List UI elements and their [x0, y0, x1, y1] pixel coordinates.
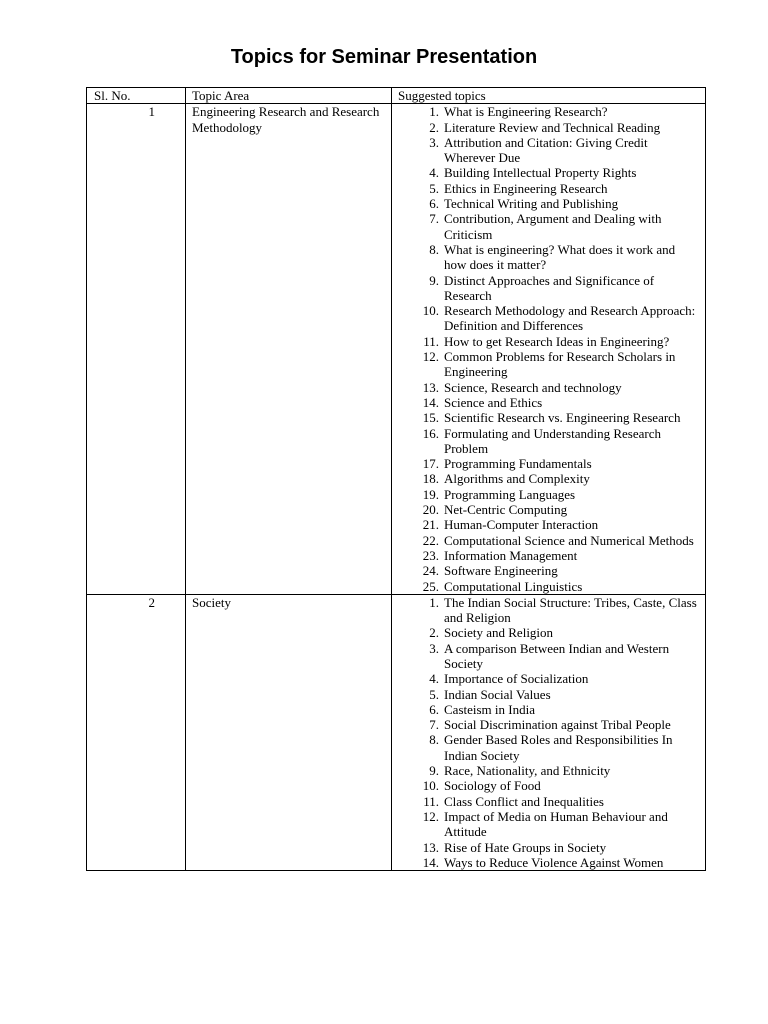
list-item-number: 20.: [422, 502, 439, 518]
list-item-number: 21.: [422, 517, 439, 533]
list-item-number: 8.: [429, 732, 439, 748]
suggested-topics-cell: [392, 104, 706, 595]
list-item: [392, 410, 699, 425]
table-row: [87, 594, 706, 870]
list-item: [392, 625, 699, 640]
list-item: [392, 181, 699, 196]
header-topic-area: Topic Area: [186, 88, 392, 104]
list-item: [392, 120, 699, 135]
list-item-text: Human-Computer Interaction: [444, 517, 599, 533]
list-item-text: Race, Nationality, and Ethnicity: [444, 763, 611, 779]
list-item: [392, 517, 699, 532]
list-item-text: Literature Review and Technical Reading: [444, 119, 661, 135]
list-item-number: 5.: [429, 686, 439, 702]
list-item: [392, 456, 699, 471]
list-item-number: 14.: [422, 854, 439, 870]
list-item-number: 2.: [429, 625, 439, 641]
list-item-number: 7.: [429, 211, 439, 227]
list-item-text: Building Intellectual Property Rights: [444, 165, 637, 181]
list-item-number: 6.: [429, 196, 439, 212]
topic-list: [392, 104, 699, 594]
table-row: [87, 104, 706, 595]
list-item-number: 3.: [429, 640, 439, 656]
list-item-number: 17.: [422, 456, 439, 472]
topic-area-cell: Engineering Research and Research Methodology: [186, 104, 392, 595]
list-item: [392, 211, 699, 242]
page-title: Topics for Seminar Presentation: [230, 46, 538, 68]
list-item: [392, 687, 699, 702]
header-suggested-topics: Suggested topics: [392, 88, 706, 104]
list-item-text: Society and Religion: [444, 625, 554, 641]
list-item-number: 3.: [429, 134, 439, 150]
list-item-text: Social Discrimination against Tribal People: [444, 717, 671, 733]
list-item-text: Common Problems for Research Scholars in Engineering: [444, 349, 676, 380]
list-item: [392, 548, 699, 563]
list-item: [392, 502, 699, 517]
list-item: [392, 426, 699, 457]
list-item: [392, 702, 699, 717]
list-item-text: Scientific Research vs. Engineering Research: [444, 410, 681, 426]
suggested-topics-cell: [392, 594, 706, 870]
list-item: [392, 395, 699, 410]
list-item: [392, 273, 699, 304]
list-item-text: Importance of Socialization: [444, 671, 589, 687]
list-item-text: Casteism in India: [444, 701, 535, 717]
list-item-text: Formulating and Understanding Research Problem: [444, 425, 661, 456]
list-item-text: Distinct Approaches and Significance of Research: [444, 272, 655, 303]
list-item-text: Programming Languages: [444, 486, 576, 502]
list-item-number: 1.: [429, 104, 439, 120]
list-item-text: How to get Research Ideas in Engineering?: [444, 333, 670, 349]
list-item-number: 9.: [429, 763, 439, 779]
list-item-number: 24.: [422, 563, 439, 579]
list-item: [392, 840, 699, 855]
list-item-number: 2.: [429, 119, 439, 135]
list-item: [392, 242, 699, 273]
list-item-text: What is Engineering Research?: [444, 104, 608, 120]
list-item: [392, 135, 699, 166]
list-item-text: Science and Ethics: [444, 394, 543, 410]
list-item: [392, 671, 699, 686]
list-item-text: Ways to Reduce Violence Against Women: [444, 854, 664, 870]
list-item: [392, 349, 699, 380]
list-item-text: Programming Fundamentals: [444, 456, 592, 472]
list-item: [392, 717, 699, 732]
list-item-number: 16.: [422, 425, 439, 441]
list-item-text: Impact of Media on Human Behaviour and Attitude: [444, 808, 668, 840]
list-item-number: 1.: [429, 594, 439, 610]
list-item-number: 12.: [422, 808, 439, 824]
list-item-number: 8.: [429, 241, 439, 257]
list-item-text: Research Methodology and Research Approach: Definition and Differences: [444, 303, 696, 334]
list-item: [392, 487, 699, 502]
list-item-text: Technical Writing and Publishing: [444, 196, 619, 212]
list-item-number: 10.: [422, 303, 439, 319]
list-item-number: 13.: [422, 839, 439, 855]
list-item: [392, 303, 699, 334]
list-item: [392, 579, 699, 594]
table-header-row: [87, 88, 706, 104]
list-item-number: 11.: [423, 333, 439, 349]
list-item-text: Gender Based Roles and Responsibilities In Indian Society: [444, 732, 673, 763]
sl-no-cell: 1: [87, 104, 186, 595]
topics-table: [86, 87, 706, 871]
list-item-number: 4.: [429, 671, 439, 687]
header-sl-no: Sl. No.: [87, 88, 186, 104]
list-item-number: 15.: [422, 410, 439, 426]
list-item: [392, 104, 699, 119]
list-item: [392, 809, 699, 840]
list-item-text: Algorithms and Complexity: [444, 471, 590, 487]
list-item: [392, 533, 699, 548]
table-body: [87, 104, 706, 871]
topic-area-cell: Society: [186, 594, 392, 870]
list-item: [392, 563, 699, 578]
list-item: [392, 595, 699, 626]
list-item-number: 12.: [422, 349, 439, 365]
list-item-text: Science, Research and technology: [444, 379, 622, 395]
list-item: [392, 641, 699, 672]
list-item-text: Class Conflict and Inequalities: [444, 793, 604, 809]
list-item-number: 10.: [422, 778, 439, 794]
list-item-number: 13.: [422, 379, 439, 395]
list-item: [392, 794, 699, 809]
list-item-text: Software Engineering: [444, 563, 558, 579]
list-item: [392, 778, 699, 793]
list-item-text: Sociology of Food: [444, 778, 541, 794]
list-item: [392, 334, 699, 349]
list-item: [392, 165, 699, 180]
topic-list: [392, 595, 699, 870]
list-item: [392, 471, 699, 486]
list-item-text: Computational Science and Numerical Methods: [444, 532, 694, 548]
list-item-text: Rise of Hate Groups in Society: [444, 839, 607, 855]
list-item-text: Computational Linguistics: [444, 578, 583, 594]
list-item-text: Attribution and Citation: Giving Credit Wherever Due: [444, 134, 648, 166]
list-item-number: 5.: [429, 180, 439, 196]
list-item: [392, 855, 699, 870]
list-item-text: Contribution, Argument and Dealing with Criticism: [444, 211, 662, 242]
list-item-text: The Indian Social Structure: Tribes, Caste, Class and Religion: [444, 594, 697, 626]
list-item-number: 14.: [422, 394, 439, 410]
list-item-number: 4.: [429, 165, 439, 181]
list-item-text: A comparison Between Indian and Western Society: [444, 640, 670, 671]
list-item-number: 23.: [422, 547, 439, 563]
list-item-text: Net-Centric Computing: [444, 502, 568, 518]
list-item: [392, 196, 699, 211]
sl-no-cell: 2: [87, 594, 186, 870]
list-item-number: 25.: [422, 578, 439, 594]
list-item-number: 9.: [429, 272, 439, 288]
list-item-number: 11.: [423, 793, 439, 809]
list-item-number: 18.: [422, 471, 439, 487]
list-item-text: Information Management: [444, 547, 578, 563]
list-item-number: 7.: [429, 717, 439, 733]
list-item: [392, 380, 699, 395]
list-item: [392, 732, 699, 763]
list-item-number: 6.: [429, 701, 439, 717]
list-item: [392, 763, 699, 778]
list-item-number: 19.: [422, 486, 439, 502]
list-item-text: What is engineering? What does it work and how does it matter?: [444, 241, 676, 273]
list-item-text: Ethics in Engineering Research: [444, 180, 608, 196]
list-item-text: Indian Social Values: [444, 686, 551, 702]
list-item-number: 22.: [422, 532, 439, 548]
